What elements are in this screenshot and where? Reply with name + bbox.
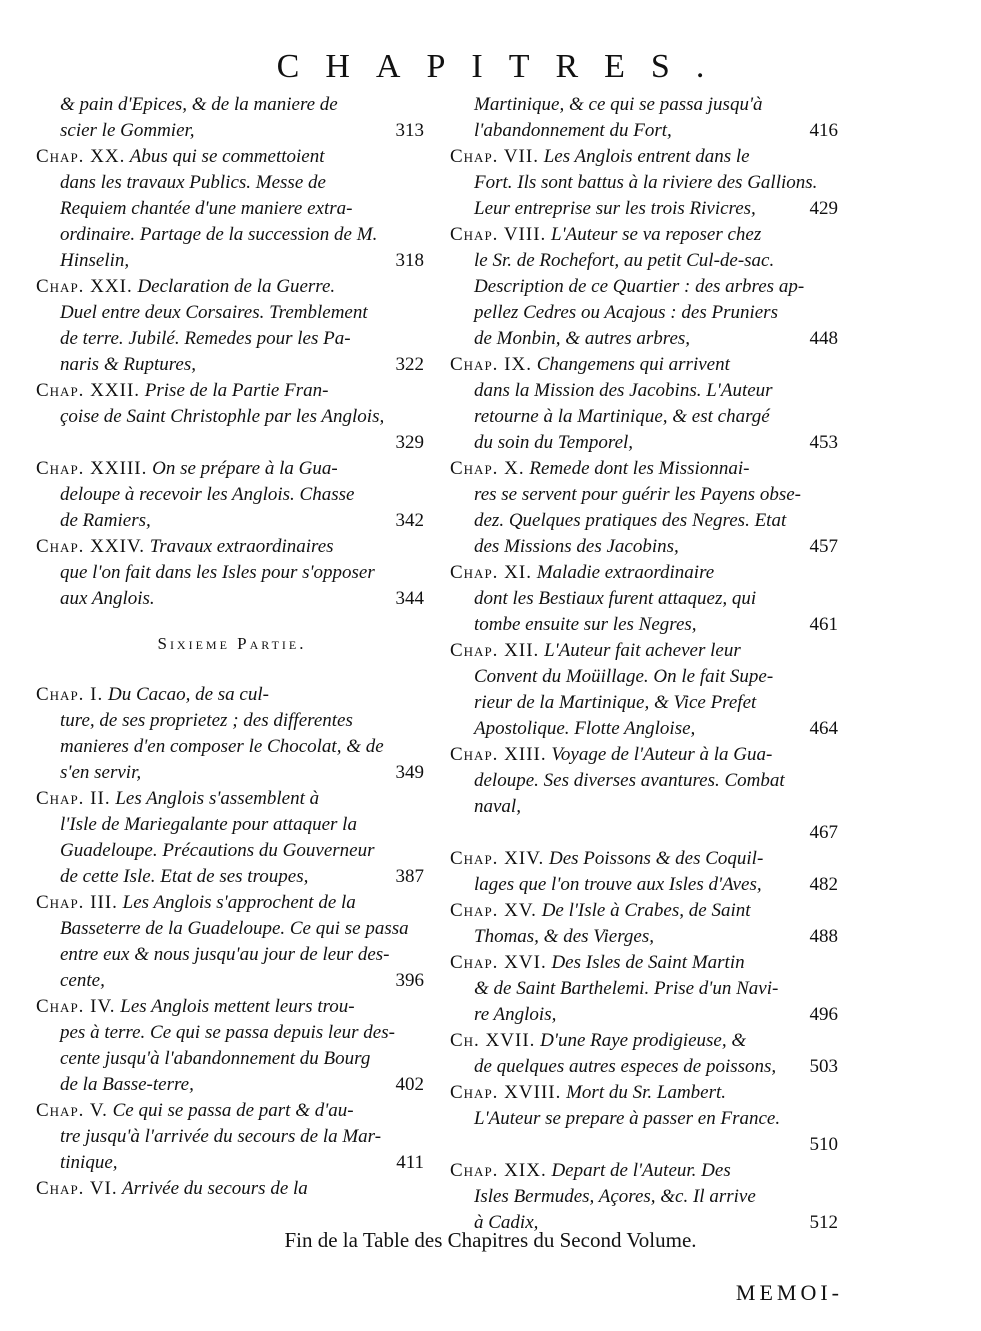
chapter-label: Chap. X. bbox=[450, 458, 525, 479]
toc-line bbox=[36, 786, 428, 812]
chapter-text: De l'Isle à Crabes, de Saint bbox=[536, 900, 751, 921]
chapter-label: Chap. II. bbox=[36, 788, 111, 809]
chapter-text: L'Auteur fait achever leur bbox=[539, 640, 741, 661]
chapter-text: dont les Bestiaux furent attaquez, qui bbox=[474, 588, 757, 609]
chapter-text: deloupe. Ses diverses avantures. Combat bbox=[474, 770, 785, 791]
chapter-text: des Missions des Jacobins, bbox=[474, 536, 679, 557]
chapter-text: Declaration de la Guerre. bbox=[132, 276, 336, 297]
toc-line bbox=[36, 300, 428, 326]
chapter-label: Chap. XII. bbox=[450, 640, 540, 661]
chapter-text: Duel entre deux Corsaires. Tremblement bbox=[60, 302, 368, 323]
page-number: 318 bbox=[395, 250, 424, 271]
toc-line bbox=[36, 734, 428, 760]
chapter-text: de terre. Jubilé. Remedes pour les Pa- bbox=[60, 328, 351, 349]
page-number: 322 bbox=[395, 354, 424, 375]
chapter-label: Chap. XI. bbox=[450, 562, 532, 583]
chapter-text: Arrivée du secours de la bbox=[117, 1178, 308, 1199]
chapter-label: Chap. III. bbox=[36, 892, 118, 913]
chapter-text: du soin du Temporel, bbox=[474, 432, 634, 453]
chapter-text: naval, bbox=[474, 796, 521, 817]
chapter-text: Prise de la Partie Fran- bbox=[140, 380, 329, 401]
page-number: 313 bbox=[395, 120, 424, 141]
chapter-text: que l'on fait dans les Isles pour s'opposer bbox=[60, 562, 375, 583]
toc-line bbox=[36, 890, 428, 916]
toc-line bbox=[450, 898, 842, 924]
toc-line bbox=[450, 794, 842, 820]
chapter-text: Thomas, & des Vierges, bbox=[474, 926, 654, 947]
chapter-label: Chap. VII. bbox=[450, 146, 539, 167]
chapter-label: Chap. I. bbox=[36, 684, 104, 705]
chapter-text: çoise de Saint Christophle par les Anglois, bbox=[60, 406, 385, 427]
chapter-text: Les Anglois s'approchent de la bbox=[117, 892, 356, 913]
toc-line bbox=[450, 248, 842, 274]
chapter-label: Chap. IX. bbox=[450, 354, 532, 375]
toc-line bbox=[450, 482, 842, 508]
chapter-text: de quelques autres especes de poissons, bbox=[474, 1056, 777, 1077]
chapter-text: Travaux extraordinaires bbox=[144, 536, 334, 557]
chapter-text: res se servent pour guérir les Payens obse- bbox=[474, 484, 801, 505]
page-number: 387 bbox=[395, 866, 424, 887]
page-number: 349 bbox=[395, 762, 424, 783]
toc-line bbox=[450, 1054, 842, 1080]
chapter-text: dez. Quelques pratiques des Negres. Etat bbox=[474, 510, 787, 531]
page-number: 510 bbox=[809, 1134, 838, 1155]
toc-line bbox=[36, 968, 428, 994]
chapter-label: Chap. XIX. bbox=[450, 1160, 547, 1181]
toc-line bbox=[36, 1072, 428, 1098]
chapter-text: Des Poissons & des Coquil- bbox=[544, 848, 764, 869]
toc-line bbox=[36, 1046, 428, 1072]
chapter-text: Guadeloupe. Précautions du Gouverneur bbox=[60, 840, 375, 861]
toc-line bbox=[450, 300, 842, 326]
toc-line bbox=[36, 942, 428, 968]
chapter-label: Chap. XVI. bbox=[450, 952, 547, 973]
toc-line bbox=[36, 1176, 428, 1202]
page-number: 329 bbox=[395, 432, 424, 453]
chapter-text: tombe ensuite sur les Negres, bbox=[474, 614, 697, 635]
chapter-text: de Monbin, & autres arbres, bbox=[474, 328, 691, 349]
chapter-text: de la Basse-terre, bbox=[60, 1074, 194, 1095]
chapter-text: ordinaire. Partage de la succession de M. bbox=[60, 224, 378, 245]
chapter-label: Chap. VI. bbox=[36, 1178, 118, 1199]
chapter-text: rieur de la Martinique, & Vice Prefet bbox=[474, 692, 757, 713]
chapter-text: D'une Raye prodigieuse, & bbox=[535, 1030, 747, 1051]
toc-line bbox=[450, 274, 842, 300]
toc-line bbox=[36, 352, 428, 378]
chapter-label: Chap. IV. bbox=[36, 996, 116, 1017]
toc-line bbox=[36, 274, 428, 300]
chapter-text: L'Auteur se prepare à passer en France. bbox=[474, 1108, 781, 1129]
toc-line bbox=[36, 430, 428, 456]
chapter-label: Chap. XIV. bbox=[450, 848, 545, 869]
toc-line bbox=[450, 430, 842, 456]
chapter-text: Depart de l'Auteur. Des bbox=[546, 1160, 731, 1181]
chapter-text: deloupe à recevoir les Anglois. Chasse bbox=[60, 484, 355, 505]
chapter-text: Ce qui se passa de part & d'au- bbox=[107, 1100, 354, 1121]
chapter-text: Fort. Ils sont battus à la riviere des Gallions. bbox=[474, 172, 818, 193]
toc-line bbox=[450, 92, 842, 118]
chapter-text: & pain d'Epices, & de la maniere de bbox=[60, 94, 338, 115]
toc-line bbox=[36, 586, 428, 612]
toc-line bbox=[36, 144, 428, 170]
chapter-text: naris & Ruptures, bbox=[60, 354, 196, 375]
toc-line bbox=[450, 118, 842, 144]
toc-line bbox=[450, 742, 842, 768]
chapter-text: Description de ce Quartier : des arbres ap- bbox=[474, 276, 805, 297]
toc-line bbox=[36, 326, 428, 352]
toc-line bbox=[36, 838, 428, 864]
chapter-text: à Cadix, bbox=[474, 1212, 539, 1233]
chapter-text: re Anglois, bbox=[474, 1004, 557, 1025]
toc-line bbox=[36, 404, 428, 430]
chapter-text: Abus qui se commettoient bbox=[125, 146, 325, 167]
chapter-text: scier le Gommier, bbox=[60, 120, 195, 141]
chapter-text: Les Anglois entrent dans le bbox=[538, 146, 750, 167]
chapter-text: Maladie extraordinaire bbox=[531, 562, 715, 583]
toc-line bbox=[36, 482, 428, 508]
toc-line bbox=[36, 534, 428, 560]
page-title: CHAPITRES. bbox=[276, 48, 731, 85]
page-number: 416 bbox=[809, 120, 838, 141]
chapter-text: Requiem chantée d'une maniere extra- bbox=[60, 198, 353, 219]
toc-line bbox=[36, 118, 428, 144]
toc-line bbox=[36, 708, 428, 734]
toc-line bbox=[450, 820, 842, 846]
toc-line bbox=[450, 586, 842, 612]
toc-line bbox=[450, 1080, 842, 1106]
toc-line bbox=[450, 378, 842, 404]
chapter-label: Chap. V. bbox=[36, 1100, 108, 1121]
chapter-text: Basseterre de la Guadeloupe. Ce qui se passa bbox=[60, 918, 409, 939]
chapter-text: pellez Cedres ou Acajous : des Pruniers bbox=[474, 302, 778, 323]
toc-line bbox=[36, 560, 428, 586]
toc-line bbox=[450, 872, 842, 898]
toc-line bbox=[450, 222, 842, 248]
toc-line bbox=[450, 144, 842, 170]
right-chapter-list bbox=[450, 92, 842, 1236]
toc-line bbox=[450, 1002, 842, 1028]
chapter-text: le Sr. de Rochefort, au petit Cul-de-sac. bbox=[474, 250, 775, 271]
chapter-text: L'Auteur se va reposer chez bbox=[546, 224, 762, 245]
chapter-text: Convent du Moüillage. On le fait Supe- bbox=[474, 666, 774, 687]
chapter-text: Les Anglois s'assemblent à bbox=[110, 788, 320, 809]
chapter-label: Chap. XIII. bbox=[450, 744, 547, 765]
chapter-text: cente, bbox=[60, 970, 105, 991]
chapter-text: On se prépare à la Gua- bbox=[147, 458, 338, 479]
chapter-text: dans les travaux Publics. Messe de bbox=[60, 172, 326, 193]
toc-line bbox=[450, 404, 842, 430]
chapter-text: dans la Mission des Jacobins. L'Auteur bbox=[474, 380, 773, 401]
left-chapter-list bbox=[36, 92, 428, 612]
chapter-text: s'en servir, bbox=[60, 762, 142, 783]
toc-line bbox=[36, 994, 428, 1020]
page-number: 482 bbox=[809, 874, 838, 895]
left-chapter-list-2 bbox=[36, 682, 428, 1202]
page-number: 344 bbox=[395, 588, 424, 609]
toc-line bbox=[450, 456, 842, 482]
page-number: 411 bbox=[396, 1152, 424, 1173]
chapter-text: Voyage de l'Auteur à la Gua- bbox=[546, 744, 773, 765]
toc-line bbox=[36, 916, 428, 942]
chapter-text: Des Isles de Saint Martin bbox=[546, 952, 745, 973]
page-number: 396 bbox=[395, 970, 424, 991]
chapter-label: Chap. XVIII. bbox=[450, 1082, 562, 1103]
chapter-text: Du Cacao, de sa cul- bbox=[103, 684, 269, 705]
section-title: Sixieme Partie. bbox=[157, 634, 307, 653]
chapter-text: manieres d'en composer le Chocolat, & de bbox=[60, 736, 384, 757]
toc-line bbox=[450, 950, 842, 976]
toc-line bbox=[36, 864, 428, 890]
toc-line bbox=[36, 248, 428, 274]
chapter-text: aux Anglois. bbox=[60, 588, 155, 609]
page-number: 503 bbox=[809, 1056, 838, 1077]
toc-line bbox=[450, 1106, 842, 1132]
toc-line bbox=[36, 222, 428, 248]
toc-line bbox=[36, 508, 428, 534]
toc-line bbox=[36, 812, 428, 838]
chapter-text: cente jusqu'à l'abandonnement du Bourg bbox=[60, 1048, 371, 1069]
toc-line bbox=[36, 1098, 428, 1124]
chapter-text: & de Saint Barthelemi. Prise d'un Navi- bbox=[474, 978, 779, 999]
table-end-note: Fin de la Table des Chapitres du Second Volume. bbox=[284, 1228, 697, 1252]
page-number: 512 bbox=[809, 1212, 838, 1233]
chapter-label: Chap. XV. bbox=[450, 900, 537, 921]
chapter-text: Leur entreprise sur les trois Rivicres, bbox=[474, 198, 756, 219]
chapter-label: Chap. XXII. bbox=[36, 380, 141, 401]
chapter-text: l'Isle de Mariegalante pour attaquer la bbox=[60, 814, 357, 835]
toc-line bbox=[450, 638, 842, 664]
chapter-text: Mort du Sr. Lambert. bbox=[561, 1082, 727, 1103]
toc-line bbox=[450, 716, 842, 742]
page-number: 342 bbox=[395, 510, 424, 531]
toc-line bbox=[450, 924, 842, 950]
chapter-text: Les Anglois mettent leurs trou- bbox=[115, 996, 355, 1017]
toc-line bbox=[36, 92, 428, 118]
toc-line bbox=[36, 682, 428, 708]
left-column bbox=[36, 92, 428, 1202]
toc-line bbox=[450, 1158, 842, 1184]
page-number: 448 bbox=[809, 328, 838, 349]
chapter-text: tinique, bbox=[60, 1152, 118, 1173]
right-column bbox=[450, 92, 842, 1236]
page-number: 453 bbox=[809, 432, 838, 453]
toc-line bbox=[36, 196, 428, 222]
toc-line bbox=[450, 534, 842, 560]
toc-line bbox=[36, 1150, 428, 1176]
chapter-label: Chap. XXIV. bbox=[36, 536, 145, 557]
toc-line bbox=[36, 378, 428, 404]
page-number: 488 bbox=[809, 926, 838, 947]
catchword: MEMOI- bbox=[735, 1280, 843, 1305]
chapter-text: entre eux & nous jusqu'au jour de leur des- bbox=[60, 944, 390, 965]
chapter-text: de Ramiers, bbox=[60, 510, 151, 531]
toc-line bbox=[450, 1132, 842, 1158]
chapter-label: Chap. XX. bbox=[36, 146, 126, 167]
chapter-label: Chap. XXI. bbox=[36, 276, 133, 297]
chapter-label: Chap. VIII. bbox=[450, 224, 547, 245]
toc-line bbox=[36, 760, 428, 786]
chapter-text: Apostolique. Flotte Angloise, bbox=[474, 718, 696, 739]
chapter-text: Changemens qui arrivent bbox=[531, 354, 730, 375]
chapter-text: Hinselin, bbox=[60, 250, 130, 271]
toc-line bbox=[450, 846, 842, 872]
page-number: 467 bbox=[809, 822, 838, 843]
toc-line bbox=[450, 664, 842, 690]
page-number: 402 bbox=[395, 1074, 424, 1095]
chapter-text: pes à terre. Ce qui se passa depuis leur des- bbox=[60, 1022, 395, 1043]
chapter-text: de cette Isle. Etat de ses troupes, bbox=[60, 866, 309, 887]
chapter-text: lages que l'on trouve aux Isles d'Aves, bbox=[474, 874, 762, 895]
toc-line bbox=[450, 196, 842, 222]
toc-line bbox=[450, 170, 842, 196]
chapter-text: l'abandonnement du Fort, bbox=[474, 120, 672, 141]
chapter-text: tre jusqu'à l'arrivée du secours de la Mar- bbox=[60, 1126, 382, 1147]
toc-line bbox=[36, 1124, 428, 1150]
toc-line bbox=[36, 456, 428, 482]
toc-line bbox=[450, 1184, 842, 1210]
toc-line bbox=[36, 1020, 428, 1046]
page-number: 496 bbox=[809, 1004, 838, 1025]
page-number: 457 bbox=[809, 536, 838, 557]
toc-line bbox=[450, 612, 842, 638]
toc-line bbox=[36, 170, 428, 196]
toc-line bbox=[450, 352, 842, 378]
toc-line bbox=[450, 560, 842, 586]
chapter-label: Ch. XVII. bbox=[450, 1030, 536, 1051]
page-number: 464 bbox=[809, 718, 838, 739]
chapter-text: Martinique, & ce qui se passa jusqu'à bbox=[474, 94, 763, 115]
toc-line bbox=[450, 976, 842, 1002]
page-number: 429 bbox=[809, 198, 838, 219]
toc-line bbox=[450, 768, 842, 794]
chapter-text: Remede dont les Missionnai- bbox=[524, 458, 750, 479]
chapter-label: Chap. XXIII. bbox=[36, 458, 148, 479]
page-number: 461 bbox=[809, 614, 838, 635]
toc-line bbox=[450, 1028, 842, 1054]
chapter-text: ture, de ses proprietez ; des differentes bbox=[60, 710, 353, 731]
toc-line bbox=[450, 326, 842, 352]
toc-line bbox=[450, 690, 842, 716]
chapter-text: retourne à la Martinique, & est chargé bbox=[474, 406, 770, 427]
chapter-text: Isles Bermudes, Açores, &c. Il arrive bbox=[474, 1186, 756, 1207]
toc-line bbox=[450, 508, 842, 534]
